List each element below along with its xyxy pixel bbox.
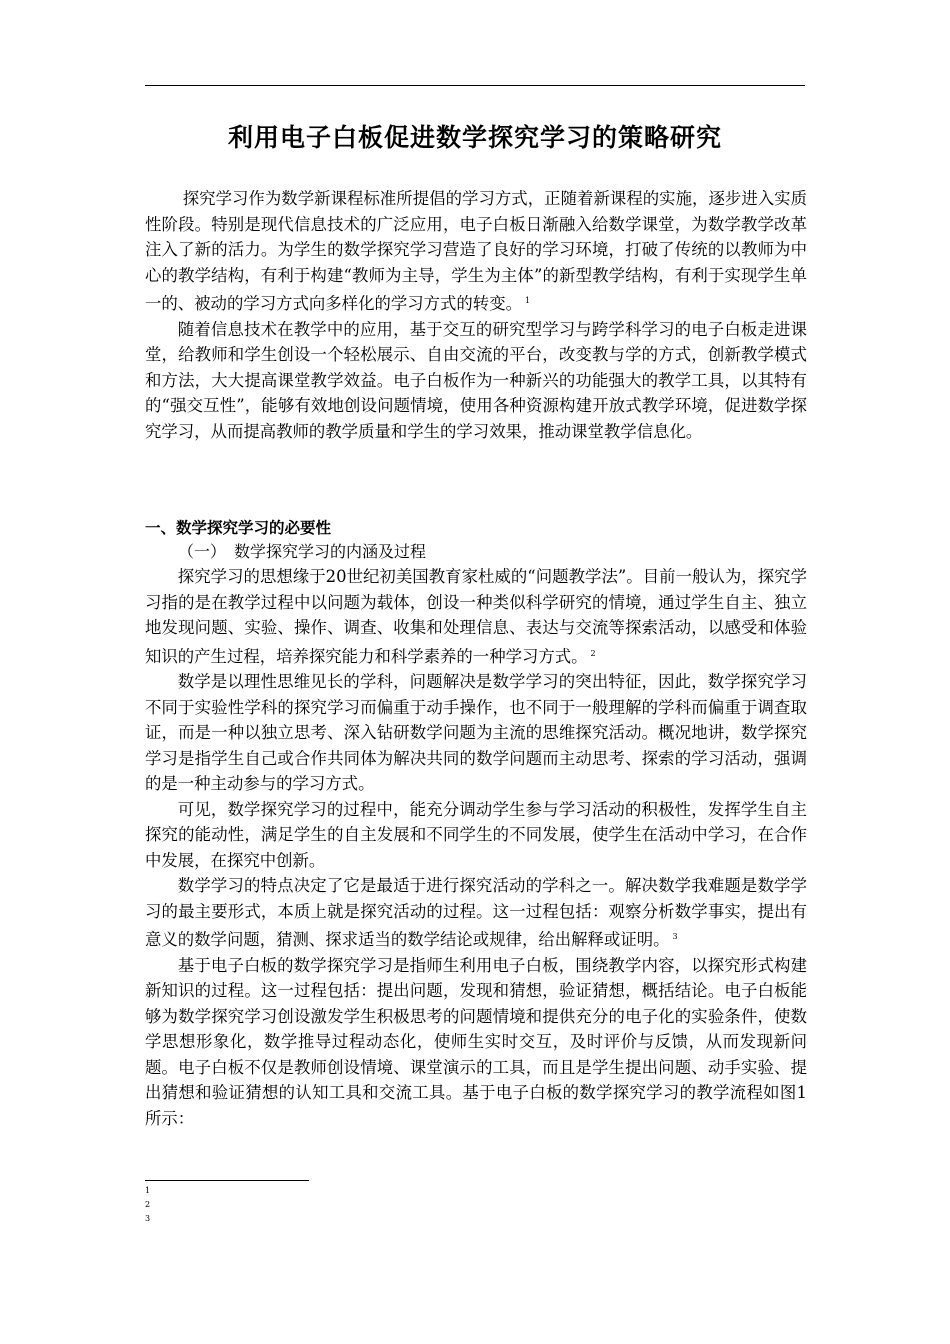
body-paragraph: 可见，数学探究学习的过程中，能充分调动学生参与学习活动的积极性，发挥学生自主探究的能动性，满足学生的自主发展和不同学生的不同发展，使学生在活动中学习，在合作中发展，在探究中创新。: [145, 799, 807, 870]
body-paragraph: 数学是以理性思维见长的学科，问题解决是数学学习的突出特征，因此，数学探究学习不同于实验性学科的探究学习而偏重于动手操作，也不同于一般理解的学科而偏重于调查取证，而是一种以独立思考、深入钻研数学问题为主流的思维探究活动。概况地讲，数学探究学习是指学生自己或合作共同体为解决共同的数学问题而主动思考、探索的学习活动，强调的是一种主动参与的学习方式。: [145, 672, 807, 793]
footnotes: [145, 1184, 150, 1226]
intro-section: [145, 186, 807, 444]
footnote-item: 3: [145, 1214, 151, 1223]
header-rule: [145, 85, 805, 86]
footnote-reference: 1: [524, 296, 531, 305]
subsection-heading: （一） 数学探究学习的内涵及过程: [178, 542, 427, 561]
body-paragraph: 数学学习的特点决定了它是最适于进行探究活动的学科之一。解决数学我难题是数学学习的最主要形式，本质上就是探究活动的过程。这一过程包括：观察分析数学事实，提出有意义的数学问题，猜测、探求适当的数学结论或规律，给出解释或证明。 $^3$: [145, 876, 807, 949]
section-heading: 一、数学探究学习的必要性: [145, 519, 332, 537]
document-title: 利用电子白板促进数学探究学习的策略研究: [227, 123, 722, 152]
footnote-reference: 2: [590, 648, 596, 658]
body-paragraph: 探究学习的思想缘于20世纪初美国教育家杜威的“问题教学法”。目前一般认为，探究学习指的是在教学过程中以问题为载体，创设一种类似科学研究的情境，通过学生自主、独立地发现问题、实验、操作、调查、收集和处理信息、表达与交流等探索活动，以感受和体验知识的产生过程，培养探究能力和科学素养的一种学习方式。 $^2$: [145, 567, 807, 666]
footnote-item: 1: [145, 1186, 151, 1195]
footnote-separator: [145, 1180, 309, 1181]
body-paragraph: 基于电子白板的数学探究学习是指师生利用电子白板，围绕教学内容，以探究形式构建新知识的过程。这一过程包括：提出问题，发现和猜想，验证猜想，概括结论。电子白板能够为数学探究学习创设激发学生积极思考的问题情境和提供充分的电子化的实验条件，使数学思想形象化，数学推导过程动态化，使师生实时交互，及时评价与反馈，从而发现新问题。电子白板不仅是教师创设情境、课堂演示的工具，而且是学生提出问题、动手实验、提出猜想和验证猜想的认知工具和交流工具。基于电子白板的数学探究学习的教学流程如图1所示：: [145, 955, 807, 1128]
section-body: [145, 564, 807, 1131]
intro-paragraph: 探究学习作为数学新课程标准所提倡的学习方式，正随着新课程的实施，逐步进入实质性阶段。特别是现代信息技术的广泛应用，电子白板日渐融入给数学课堂，为数学教学改革注入了新的活力。为学生的数学探究学习营造了良好的学习环境，打破了传统的以教师为中心的教学结构，有利于构建“教师为主导，学生为主体”的新型教学结构，有利于实现学生单一的、被动的学习方式向多样化的学习方式的转变。 $^1$: [145, 189, 807, 313]
footnote-item: 2: [145, 1200, 151, 1209]
intro-paragraph: 随着信息技术在教学中的应用，基于交互的研究型学习与跨学科学习的电子白板走进课堂，给教师和学生创设一个轻松展示、自由交流的平台，改变教与学的方式，创新教学模式和方法，大大提高课堂教学效益。电子白板作为一种新兴的功能强大的教学工具，以其特有的“强交互性”，能够有效地创设问题情境，使用各种资源构建开放式教学环境，促进数学探究学习，从而提高教师的教学质量和学生的学习效果，推动课堂教学信息化。: [145, 319, 807, 441]
footnote-reference: 3: [672, 932, 678, 941]
